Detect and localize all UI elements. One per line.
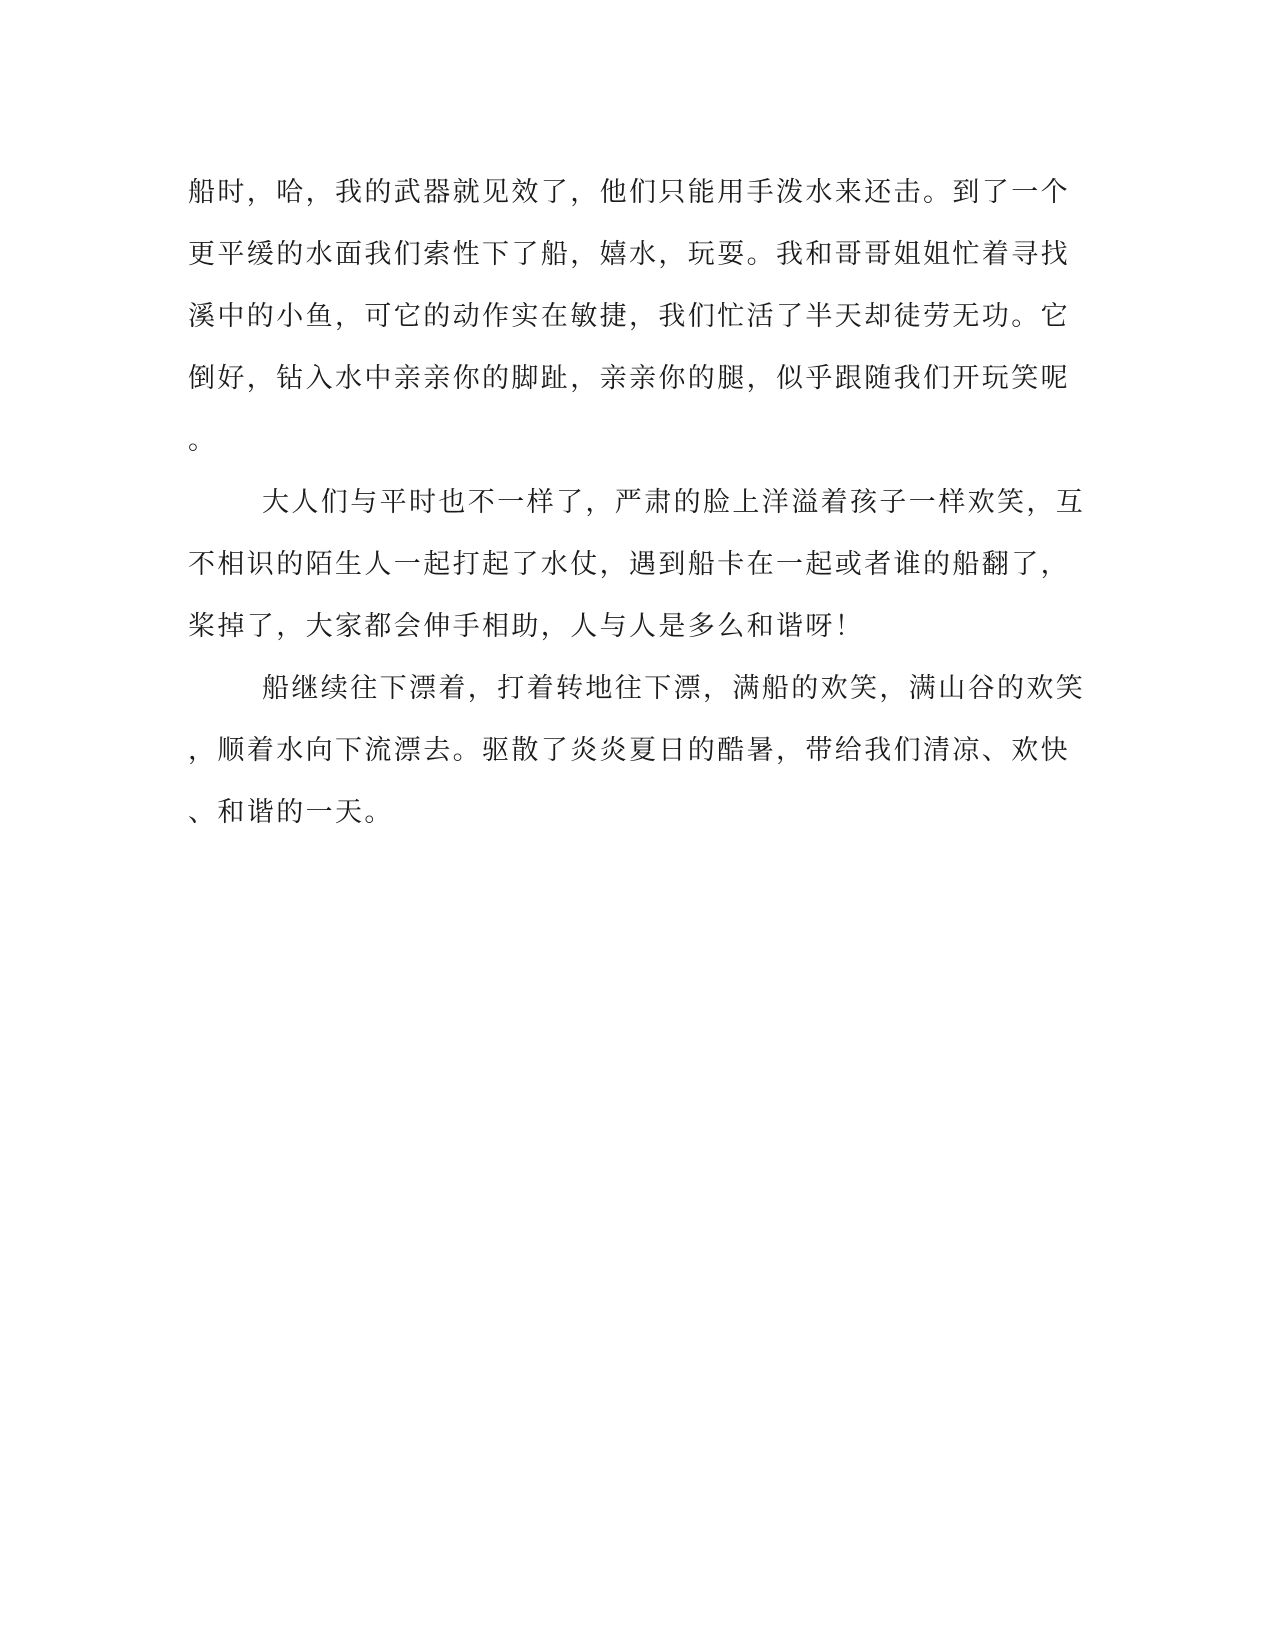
- text-line: 。: [188, 425, 218, 456]
- paragraph-start-line: 船继续往下漂着，打着转地往下漂，满船的欢笑，满山谷的欢笑: [262, 673, 1086, 704]
- text-line: ，顺着水向下流漂去。驱散了炎炎夏日的酷暑，带给我们清凉、欢快: [188, 735, 1070, 766]
- text-line: 溪中的小鱼，可它的动作实在敏捷，我们忙活了半天却徒劳无功。它: [188, 301, 1070, 332]
- body-text: [188, 162, 1088, 844]
- text-line: 、和谐的一天。: [188, 797, 394, 828]
- text-line: 不相识的陌生人一起打起了水仗，遇到船卡在一起或者谁的船翻了，: [188, 549, 1070, 580]
- text-line: 船时，哈，我的武器就见效了，他们只能用手泼水来还击。到了一个: [188, 177, 1070, 208]
- text-line: 桨掉了，大家都会伸手相助，人与人是多么和谐呀！: [188, 611, 865, 642]
- text-line: 更平缓的水面我们索性下了船，嬉水，玩耍。我和哥哥姐姐忙着寻找: [188, 239, 1070, 270]
- paragraph-start-line: 大人们与平时也不一样了，严肃的脸上洋溢着孩子一样欢笑，互: [262, 487, 1086, 518]
- text-line: 倒好，钻入水中亲亲你的脚趾，亲亲你的腿，似乎跟随我们开玩笑呢: [188, 363, 1070, 394]
